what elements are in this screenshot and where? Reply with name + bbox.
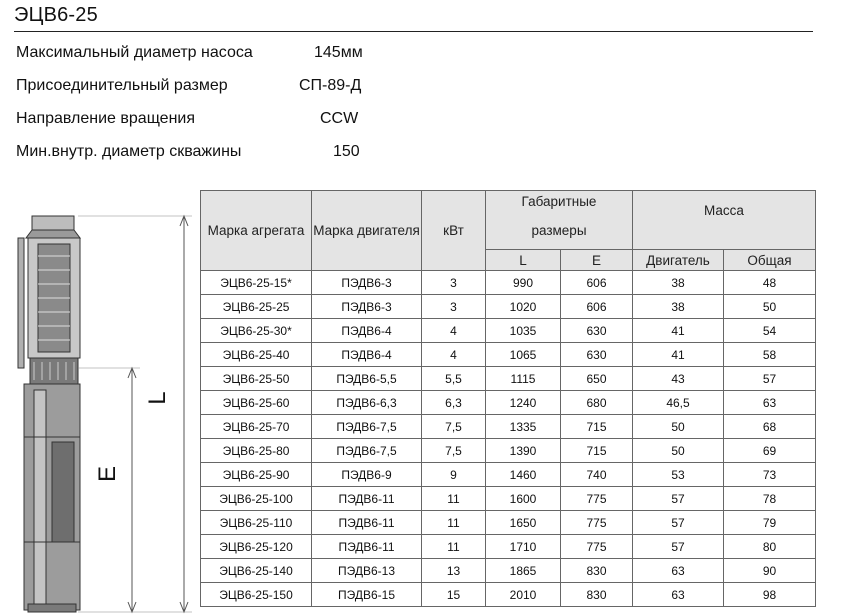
- spec-table-body: [201, 271, 816, 607]
- table-row: [201, 295, 816, 319]
- cell-power: 4: [422, 319, 486, 343]
- cell-E: 630: [561, 319, 633, 343]
- cell-mass-total: 63: [724, 391, 816, 415]
- cell-E: 775: [561, 535, 633, 559]
- cell-L: 1460: [486, 463, 561, 487]
- cell-mass-total: 54: [724, 319, 816, 343]
- cell-mass-total: 98: [724, 583, 816, 607]
- table-row: [201, 535, 816, 559]
- cell-motor: ПЭДВ6-3: [312, 295, 422, 319]
- header-length-L: L: [486, 250, 561, 271]
- spec-value-min-well-diameter: 150: [333, 143, 360, 160]
- cell-mass-motor: 38: [633, 295, 724, 319]
- cell-L: 1065: [486, 343, 561, 367]
- cell-motor: ПЭДВ6-6,3: [312, 391, 422, 415]
- header-motor-model: Марка двигателя: [312, 191, 422, 271]
- cell-mass-motor: 46,5: [633, 391, 724, 415]
- cell-motor: ПЭДВ6-9: [312, 463, 422, 487]
- cell-motor: ПЭДВ6-4: [312, 319, 422, 343]
- cell-mass-motor: 50: [633, 439, 724, 463]
- cell-mass-total: 48: [724, 271, 816, 295]
- cell-L: 1650: [486, 511, 561, 535]
- cell-unit: ЭЦВ6-25-15*: [201, 271, 312, 295]
- cell-mass-motor: 53: [633, 463, 724, 487]
- header-dimensions-line1: Габаритные: [521, 194, 597, 209]
- cell-power: 11: [422, 487, 486, 511]
- cell-motor: ПЭДВ6-4: [312, 343, 422, 367]
- header-mass-motor: Двигатель: [633, 250, 724, 271]
- pump-drawing: [12, 212, 202, 615]
- cell-unit: ЭЦВ6-25-30*: [201, 319, 312, 343]
- cell-mass-total: 79: [724, 511, 816, 535]
- spec-table: [200, 190, 816, 607]
- cell-E: 680: [561, 391, 633, 415]
- cell-E: 830: [561, 583, 633, 607]
- cell-mass-motor: 57: [633, 535, 724, 559]
- spec-value-rotation: CCW: [320, 110, 359, 127]
- cell-power: 4: [422, 343, 486, 367]
- cell-E: 775: [561, 487, 633, 511]
- cell-motor: ПЭДВ6-7,5: [312, 415, 422, 439]
- header-unit-model: Марка агрегата: [201, 191, 312, 271]
- cell-mass-motor: 57: [633, 511, 724, 535]
- cell-unit: ЭЦВ6-25-90: [201, 463, 312, 487]
- cell-E: 606: [561, 295, 633, 319]
- cell-unit: ЭЦВ6-25-100: [201, 487, 312, 511]
- cell-mass-motor: 57: [633, 487, 724, 511]
- cable-guard: [18, 238, 24, 368]
- cell-mass-total: 80: [724, 535, 816, 559]
- cell-L: 1710: [486, 535, 561, 559]
- table-row: [201, 319, 816, 343]
- cell-mass-total: 90: [724, 559, 816, 583]
- cell-L: 1335: [486, 415, 561, 439]
- cell-L: 1865: [486, 559, 561, 583]
- table-row: [201, 463, 816, 487]
- cell-power: 3: [422, 271, 486, 295]
- cell-L: 2010: [486, 583, 561, 607]
- cell-unit: ЭЦВ6-25-150: [201, 583, 312, 607]
- cell-L: 1020: [486, 295, 561, 319]
- table-row: [201, 559, 816, 583]
- cell-mass-motor: 63: [633, 583, 724, 607]
- dimension-label-L: L: [144, 391, 171, 405]
- table-row: [201, 271, 816, 295]
- cell-motor: ПЭДВ6-5,5: [312, 367, 422, 391]
- cell-motor: ПЭДВ6-3: [312, 271, 422, 295]
- pump-top-fitting: [32, 216, 74, 230]
- cell-L: 1115: [486, 367, 561, 391]
- cell-mass-total: 73: [724, 463, 816, 487]
- header-length-E: E: [561, 250, 633, 271]
- cell-unit: ЭЦВ6-25-120: [201, 535, 312, 559]
- header-dimensions-line2: размеры: [531, 223, 587, 238]
- cell-power: 15: [422, 583, 486, 607]
- table-row: [201, 367, 816, 391]
- cell-E: 715: [561, 415, 633, 439]
- cell-motor: ПЭДВ6-11: [312, 511, 422, 535]
- header-mass: Масса: [633, 191, 816, 250]
- cell-E: 630: [561, 343, 633, 367]
- cell-unit: ЭЦВ6-25-50: [201, 367, 312, 391]
- cell-unit: ЭЦВ6-25-70: [201, 415, 312, 439]
- header-mass-total: Общая: [724, 250, 816, 271]
- cell-motor: ПЭДВ6-7,5: [312, 439, 422, 463]
- cell-power: 13: [422, 559, 486, 583]
- cell-mass-motor: 43: [633, 367, 724, 391]
- spec-label-rotation: Направление вращения: [16, 110, 196, 127]
- cell-unit: ЭЦВ6-25-25: [201, 295, 312, 319]
- cell-mass-total: 50: [724, 295, 816, 319]
- cell-mass-total: 78: [724, 487, 816, 511]
- cell-power: 7,5: [422, 415, 486, 439]
- cell-power: 6,3: [422, 391, 486, 415]
- cell-E: 606: [561, 271, 633, 295]
- table-row: [201, 391, 816, 415]
- cell-E: 830: [561, 559, 633, 583]
- table-row: [201, 487, 816, 511]
- cell-power: 11: [422, 511, 486, 535]
- page-title: ЭЦВ6-25: [14, 4, 98, 26]
- spec-value-max-diameter: 145мм: [314, 44, 363, 61]
- cell-mass-motor: 63: [633, 559, 724, 583]
- cell-E: 775: [561, 511, 633, 535]
- table-row: [201, 511, 816, 535]
- cell-mass-total: 68: [724, 415, 816, 439]
- cell-power: 5,5: [422, 367, 486, 391]
- cell-mass-total: 58: [724, 343, 816, 367]
- cell-mass-total: 57: [724, 367, 816, 391]
- cell-mass-motor: 50: [633, 415, 724, 439]
- cell-mass-motor: 41: [633, 319, 724, 343]
- cell-motor: ПЭДВ6-13: [312, 559, 422, 583]
- table-row: [201, 343, 816, 367]
- spec-label-min-well-diameter: Мин.внутр. диаметр скважины: [16, 143, 242, 160]
- cell-L: 1600: [486, 487, 561, 511]
- spec-label-connection-size: Присоединительный размер: [16, 77, 228, 94]
- header-power: кВт: [422, 191, 486, 271]
- cell-motor: ПЭДВ6-15: [312, 583, 422, 607]
- pump-intake: [30, 358, 78, 384]
- table-row: [201, 583, 816, 607]
- title-underline: [14, 31, 813, 32]
- cell-L: 1390: [486, 439, 561, 463]
- cell-L: 1240: [486, 391, 561, 415]
- cell-unit: ЭЦВ6-25-110: [201, 511, 312, 535]
- cell-E: 740: [561, 463, 633, 487]
- cell-unit: ЭЦВ6-25-140: [201, 559, 312, 583]
- table-row: [201, 415, 816, 439]
- cell-power: 3: [422, 295, 486, 319]
- cell-L: 1035: [486, 319, 561, 343]
- cell-mass-total: 69: [724, 439, 816, 463]
- cell-power: 11: [422, 535, 486, 559]
- cell-mass-motor: 41: [633, 343, 724, 367]
- cell-power: 9: [422, 463, 486, 487]
- table-row: [201, 439, 816, 463]
- cell-mass-motor: 38: [633, 271, 724, 295]
- spec-value-connection-size: СП-89-Д: [299, 77, 362, 94]
- cell-E: 650: [561, 367, 633, 391]
- cell-unit: ЭЦВ6-25-40: [201, 343, 312, 367]
- cell-L: 990: [486, 271, 561, 295]
- cell-unit: ЭЦВ6-25-80: [201, 439, 312, 463]
- cell-E: 715: [561, 439, 633, 463]
- cell-power: 7,5: [422, 439, 486, 463]
- header-dimensions: [486, 191, 633, 250]
- cell-motor: ПЭДВ6-11: [312, 487, 422, 511]
- cell-unit: ЭЦВ6-25-60: [201, 391, 312, 415]
- cell-motor: ПЭДВ6-11: [312, 535, 422, 559]
- spec-label-max-diameter: Максимальный диаметр насоса: [16, 44, 253, 61]
- dimension-label-E: E: [94, 465, 121, 483]
